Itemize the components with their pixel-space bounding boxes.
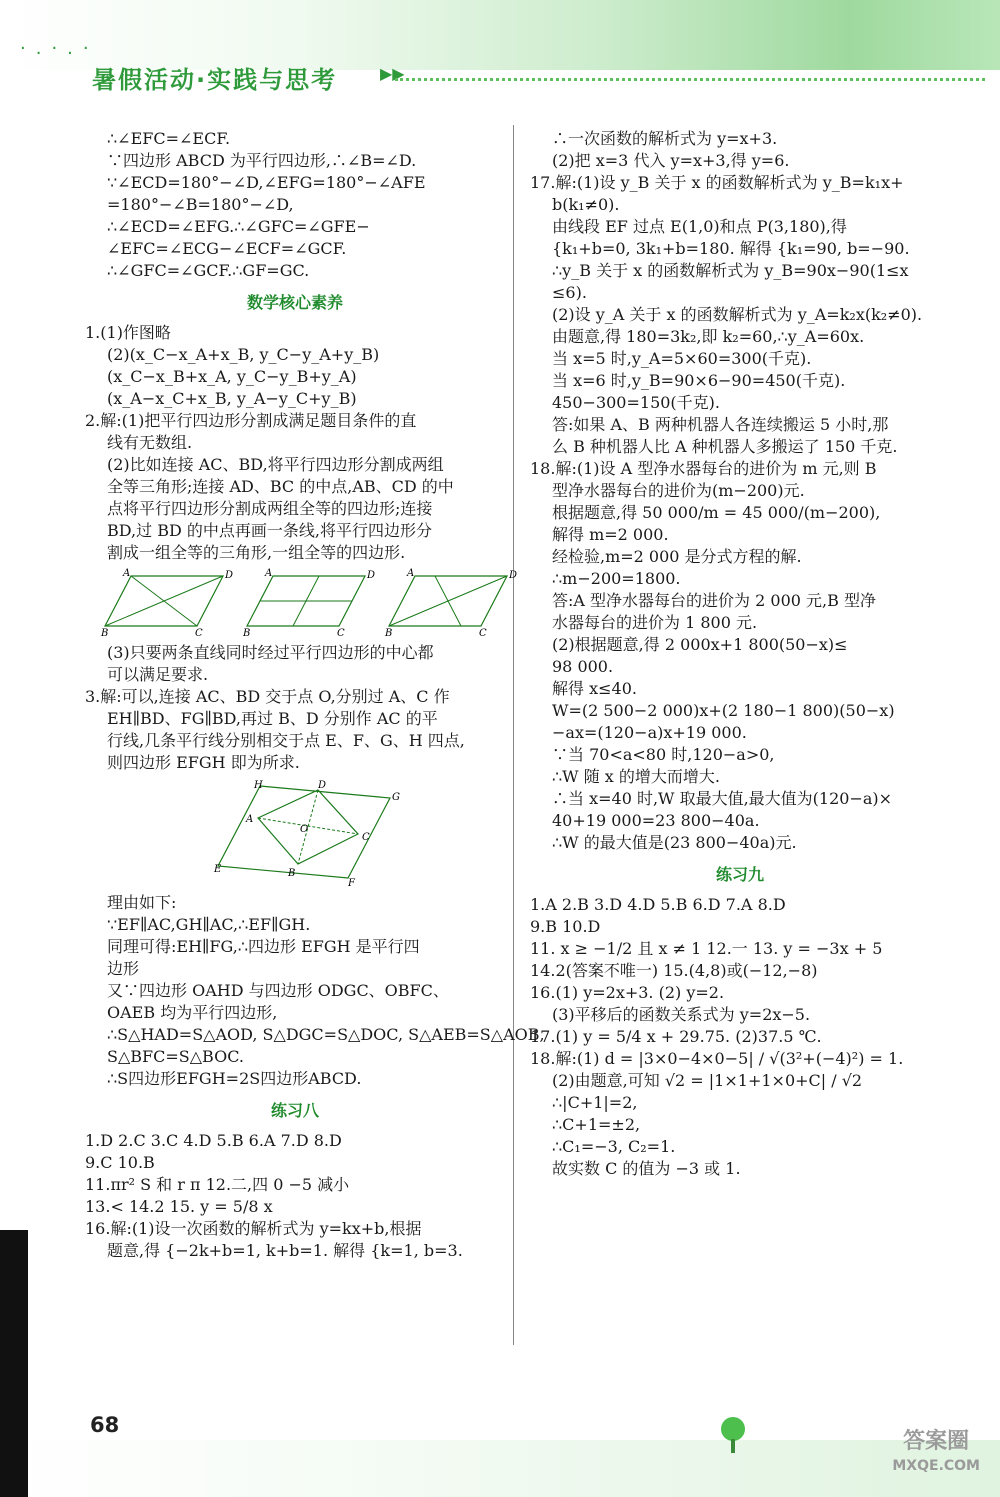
text-line: 割成一组全等的三角形,一组全等的四边形. [107,543,406,562]
text-line: 1.(1)作图略 [85,323,171,342]
text-line: ∴S△HAD=S△AOD, S△DGC=S△DOC, S△AEB=S△AOB, [107,1025,545,1044]
label-C: C [337,628,345,639]
text-line: 可以满足要求. [107,665,209,684]
text-line: (2)(x_C−x_A+x_B, y_C−y_A+y_B) [107,345,380,364]
text-line: (3)平移后的函数关系式为 y=2x−5. [552,1005,811,1024]
text-line: b(k₁≠0). [552,195,620,214]
text-line: ∴C+1=±2, [552,1115,641,1134]
section-title-core-literacy: 数学核心素养 [246,293,343,312]
page-number: 68 [90,1413,120,1437]
text-line: 13.< 14.2 15. y = 5/8 x [85,1197,273,1216]
section-title-exercise-9: 练习九 [715,865,764,884]
label-C: C [362,832,370,843]
text-line: 又∵四边形 OAHD 与四边形 ODGC、OBFC、 [107,981,449,1000]
text-line: ∴|C+1|=2, [552,1093,638,1112]
text-line: ∠EFC=∠ECG−∠ECF=∠GCF. [107,239,347,258]
text-line: 17.(1) y = 5/4 x + 29.75. (2)37.5 ℃. [530,1027,822,1046]
text-line: ∴W 的最大值是(23 800−40a)元. [552,833,797,852]
text-line: (2)把 x=3 代入 y=x+3,得 y=6. [552,151,790,170]
right-column [530,128,950,1180]
text-line: 16.解:(1)设一次函数的解析式为 y=kx+b,根据 [85,1219,422,1238]
text-line: ∴W 随 x 的增大而增大. [552,767,720,786]
text-line: 答:A 型净水器每台的进价为 2 000 元,B 型净 [552,591,876,610]
label-D: D [367,570,376,581]
header-dotted-rule [395,78,985,81]
text-line: 则四边形 EFGH 即为所求. [107,753,300,772]
text-line: ∵EF∥AC,GH∥AC,∴EF∥GH. [107,915,311,934]
text-line: 450−300=150(千克). [552,393,721,412]
label-C: C [195,628,203,639]
text-line: 题意,得 {−2k+b=1, k+b=1. 解得 {k=1, b=3. [107,1241,463,1260]
footer-band [0,1440,1000,1497]
label-A: A [123,568,131,579]
parallelogram-figures [101,568,518,639]
label-F: F [348,878,355,889]
text-line: (x_A−x_C+x_B, y_A−y_C+y_B) [107,389,357,408]
label-B: B [288,868,296,879]
text-line: ∵四边形 ABCD 为平行四边形,∴∠B=∠D. [107,151,417,170]
decorative-dots: ·.·.· [20,38,99,59]
text-line: ∴C₁=−3, C₂=1. [552,1137,676,1156]
text-line: (2)设 y_A 关于 x 的函数解析式为 y_A=k₂x(k₂≠0). [552,305,923,324]
text-line: 经检验,m=2 000 是分式方程的解. [552,547,802,566]
text-line: 18.解:(1)设 A 型净水器每台的进价为 m 元,则 B [530,459,877,478]
label-G: G [392,792,400,803]
label-B: B [243,628,251,639]
text-line: (2)比如连接 AC、BD,将平行四边形分割成两组 [107,455,444,474]
label-E: E [214,864,222,875]
watermark-line: 答案圈 [903,1429,970,1454]
text-line: 型净水器每台的进价为(m−200)元. [552,481,805,500]
text-line: 由线段 EF 过点 E(1,0)和点 P(3,180),得 [552,217,847,236]
text-line: ∴m−200=1800. [552,569,681,588]
text-line: 理由如下: [107,893,177,912]
label-D: D [318,780,327,791]
text-line: 故实数 C 的值为 −3 或 1. [552,1159,741,1178]
text-line: BD,过 BD 的中点再画一条线,将平行四边形分 [107,521,432,540]
label-H: H [254,780,263,791]
text-line: 9.C 10.B [85,1153,155,1172]
label-A: A [246,814,254,825]
parallelogram-efgh-figure [210,778,400,888]
text-line: 9.B 10.D [530,917,601,936]
chevron-right-icon: ▶▶ [380,64,405,83]
text-line: 解得 m=2 000. [552,525,669,544]
left-column [85,128,545,1262]
parallelogram-figure-1 [101,568,234,639]
text-line: −ax=(120−a)x+19 000. [552,723,747,742]
text-line: ∴一次函数的解析式为 y=x+3. [552,129,778,148]
text-line: 线有无数组. [107,433,193,452]
text-line: (2)由题意,可知 √2 = |1×1+1×0+C| / √2 [552,1071,863,1090]
text-line: 11.πr² S 和 r π 12.二,四 0 −5 减小 [85,1175,350,1194]
text-line: 由题意,得 180=3k₂,即 k₂=60,∴y_A=60x. [552,327,865,346]
parallelogram-figure-2 [243,568,376,639]
text-line: 么 B 种机器人比 A 种机器人多搬运了 150 千克. [552,437,898,456]
text-line: 答:如果 A、B 两种机器人各连续搬运 5 小时,那 [552,415,889,434]
text-line: 98 000. [552,657,614,676]
text-line: 根据题意,得 50 000/m = 45 000/(m−200), [552,503,881,522]
text-line: 11. x ≥ −1/2 且 x ≠ 1 12.一 13. y = −3x + 5 [530,939,883,958]
text-line: 17.解:(1)设 y_B 关于 x 的函数解析式为 y_B=k₁x+ [530,173,904,192]
label-A: A [407,568,415,579]
watermark-line: MXQE.COM [892,1458,980,1474]
text-line: ∴∠ECD=∠EFG.∴∠GFC=∠GFE− [107,217,370,236]
text-line: (x_C−x_B+x_A, y_C−y_B+y_A) [107,367,357,386]
watermark [892,1430,980,1478]
text-line: 14.2(答案不唯一) 15.(4,8)或(−12,−8) [530,961,818,980]
text-line: 当 x=6 时,y_B=90×6−90=450(千克). [552,371,846,390]
text-line: 18.解:(1) d = |3×0−4×0−5| / √(3²+(−4)²) = 1. [530,1049,904,1068]
text-line: 边形 [107,959,140,978]
column-divider [513,125,514,1345]
text-line: 行线,几条平行线分别相交于点 E、F、G、H 四点, [107,731,465,750]
text-line: 40+19 000=23 800−40a. [552,811,760,830]
label-D: D [225,570,234,581]
text-line: W=(2 500−2 000)x+(2 180−1 800)(50−x) [552,701,895,720]
label-B: B [385,628,393,639]
section-title-exercise-8: 练习八 [270,1101,319,1120]
label-A: A [265,568,273,579]
label-O: O [300,824,309,835]
text-line: (3)只要两条直线同时经过平行四边形的中心都 [107,643,434,662]
text-line: 水器每台的进价为 1 800 元. [552,613,758,632]
text-line: {k₁+b=0, 3k₁+b=180. 解得 {k₁=90, b=−90. [552,239,910,258]
text-line: ∴∠GFC=∠GCF.∴GF=GC. [107,261,310,280]
text-line: ∵当 70<a<80 时,120−a>0, [552,745,775,764]
text-line: ∴y_B 关于 x 的函数解析式为 y_B=90x−90(1≤x [552,261,909,280]
tree-icon [718,1415,748,1455]
text-line: S△BFC=S△BOC. [107,1047,244,1066]
text-line: 全等三角形;连接 AD、BC 的中点,AB、CD 的中 [107,477,454,496]
text-line: 解得 x≤40. [552,679,637,698]
footer-edge-bar [0,1230,28,1497]
text-line: 2.解:(1)把平行四边形分割成满足题目条件的直 [85,411,417,430]
text-line: (2)根据题意,得 2 000x+1 800(50−x)≤ [552,635,848,654]
label-B: B [101,628,109,639]
text-line: 16.(1) y=2x+3. (2) y=2. [530,983,725,1002]
text-line: ∴∠EFC=∠ECF. [107,129,231,148]
text-line: 1.D 2.C 3.C 4.D 5.B 6.A 7.D 8.D [85,1131,342,1150]
label-C: C [479,628,487,639]
text-line: ∴当 x=40 时,W 取最大值,最大值为(120−a)× [552,789,893,808]
text-line: 当 x=5 时,y_A=5×60=300(千克). [552,349,812,368]
text-line: OAEB 均为平行四边形, [107,1003,278,1022]
text-line: ≤6). [552,283,587,302]
parallelogram-figure-3 [385,568,518,639]
text-line: ∵∠ECD=180°−∠D,∠EFG=180°−∠AFE [107,173,426,192]
text-line: 1.A 2.B 3.D 4.D 5.B 6.D 7.A 8.D [530,895,786,914]
text-line: EH∥BD、FG∥BD,再过 B、D 分别作 AC 的平 [107,709,438,728]
page-header-title: 暑假活动·实践与思考 [92,66,338,94]
text-line: 3.解:可以,连接 AC、BD 交于点 O,分别过 A、C 作 [85,687,450,706]
text-line: ∴S四边形EFGH=2S四边形ABCD. [107,1069,362,1088]
label-D: D [509,570,518,581]
text-line: 点将平行四边形分割成两组全等的四边形;连接 [107,499,433,518]
text-line: 同理可得:EH∥FG,∴四边形 EFGH 是平行四 [107,937,420,956]
text-line: =180°−∠B=180°−∠D, [107,195,294,214]
